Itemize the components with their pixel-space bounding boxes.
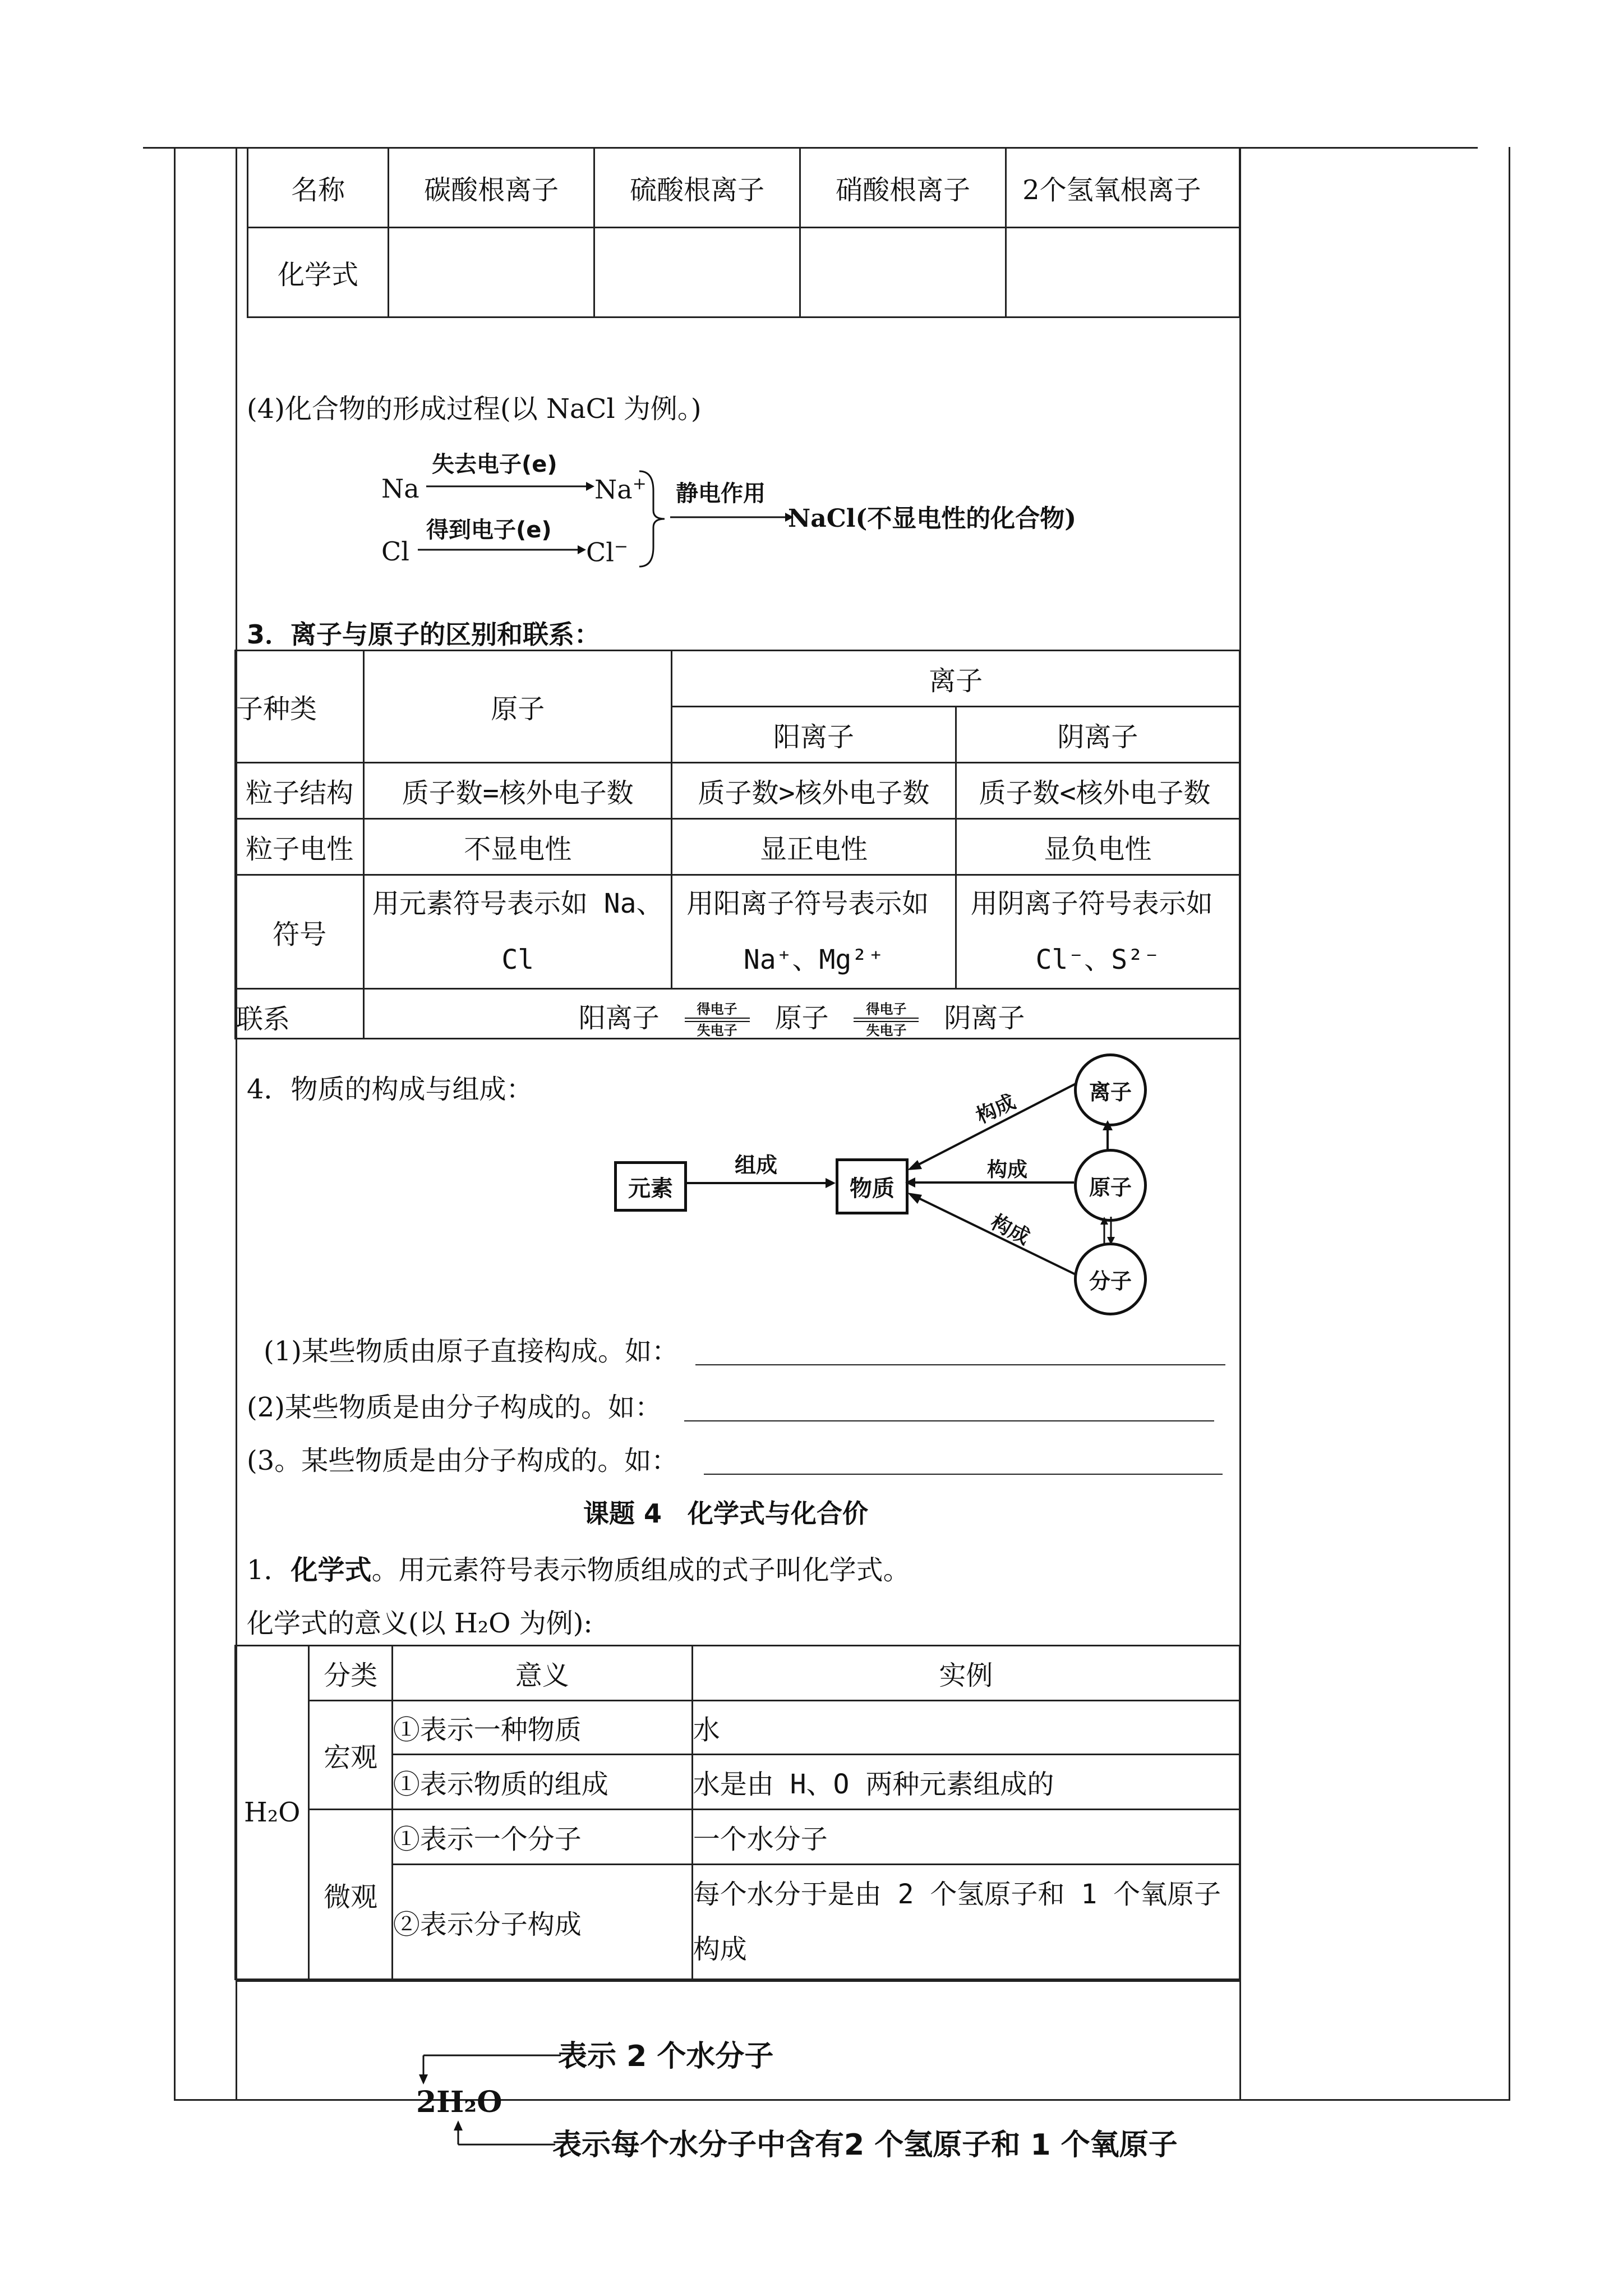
brace [637, 468, 670, 569]
molecule-circle: 分子 [1074, 1243, 1147, 1315]
header-category: 分类 [309, 1646, 392, 1701]
cell-atom-charge: 不显电性 [364, 819, 672, 875]
ion-circle: 离子 [1074, 1053, 1147, 1126]
meaning-cell: ①表示一个分子 [392, 1810, 692, 1865]
cell-cation-charge: 显正电性 [672, 819, 956, 875]
table1-cell[interactable] [389, 228, 594, 318]
meaning-cell: ①表示一种物质 [392, 1701, 692, 1755]
table1-header-sulfate: 硫酸根离子 [594, 148, 800, 228]
annotation-top-label: 表示 2 个水分子 [558, 2040, 774, 2073]
link-arrow-1: 得电子 失电子 [697, 1001, 737, 1038]
element-box: 元素 [614, 1161, 687, 1212]
electrostatic-arrow [670, 510, 794, 527]
substance-box: 物质 [836, 1158, 909, 1214]
link-arrow-2: 得电子 失电子 [866, 1001, 907, 1038]
construct-label-bottom: 构成 [986, 1210, 1034, 1250]
example-cell: 水 [692, 1701, 1239, 1755]
annotation-bottom-label: 表示每个水分子中含有2 个氢原子和 1 个氧原子 [552, 2128, 1178, 2162]
example-cell: 每个水分于是由 2 个氢原子和 1 个氧原子 构成 [692, 1865, 1239, 1980]
construct-label-mid: 构成 [987, 1158, 1028, 1181]
annotation-arrow-bottom [446, 2119, 558, 2159]
cell-atom-structure: 质子数=核外电子数 [364, 763, 672, 819]
frame-right [1509, 147, 1510, 2099]
frame-bottom [174, 2099, 1510, 2101]
compose-label: 组成 [735, 1153, 778, 1177]
micro-label: 微观 [309, 1810, 392, 1980]
header-ion: 离子 [672, 651, 1240, 707]
annotation-arrow-top [418, 2047, 564, 2087]
annotation-formula: 2H₂O [416, 2085, 502, 2119]
answer-line-1[interactable] [695, 1364, 1225, 1365]
question-1: (1)某些物质由原子直接构成。如： [264, 1336, 679, 1367]
cell-anion-symbol: 用阴离子符号表示如 Cl⁻、S²⁻ [956, 875, 1239, 989]
meaning-cell: ①表示物质的组成 [392, 1755, 692, 1810]
lose-arrow [426, 480, 594, 496]
table1-cell[interactable] [1006, 228, 1240, 318]
nacl-product: NaCl(不显电性的化合物) [788, 504, 1077, 533]
table1-header-name: 名称 [248, 148, 389, 228]
section-4-title: (4)化合物的形成过程(以 NaCl 为例。) [247, 393, 702, 425]
question-3: (3。某些物质是由分子构成的。如： [247, 1445, 679, 1476]
cell-atom-symbol: 用元素符号表示如 Na、 Cl [364, 875, 672, 989]
header-meaning: 意义 [392, 1646, 692, 1701]
header-anion: 阴离子 [956, 707, 1239, 763]
lesson-title: 课题 4 化学式与化合价 [583, 1498, 869, 1529]
table1-header-carbonate: 碳酸根离子 [389, 148, 594, 228]
cell-cation-structure: 质子数>核外电子数 [672, 763, 956, 819]
cell-anion-charge: 显负电性 [956, 819, 1239, 875]
answer-line-2[interactable] [684, 1420, 1214, 1421]
gain-electron-label: 得到电子(e) [426, 517, 552, 543]
cell-link [364, 989, 1240, 1040]
meaning-cell: ②表示分子构成 [392, 1865, 692, 1980]
ion-atom-table [234, 650, 1241, 1039]
table1-header-nitrate: 硝酸根离子 [800, 148, 1006, 228]
header-atom: 原子 [364, 651, 672, 763]
link-anion: 阴离子 [944, 1002, 1025, 1034]
link-cation: 阳离子 [578, 1002, 660, 1034]
compose-arrow [684, 1176, 836, 1193]
meaning-title: 化学式的意义(以 H₂O 为例): [247, 1608, 593, 1639]
construct-label-top: 构成 [972, 1090, 1020, 1129]
table1-row-label: 化学式 [248, 228, 389, 318]
row-label-link: 联系 [236, 989, 364, 1040]
formula-meaning-table [234, 1645, 1241, 1981]
na-symbol: Na [381, 473, 419, 504]
lose-electron-label: 失去电子(e) [432, 452, 557, 477]
row-label-charge: 粒子电性 [236, 819, 364, 875]
ion-name-table [247, 147, 1241, 321]
link-atom: 原子 [774, 1002, 829, 1034]
formula-cell: H₂O [236, 1646, 309, 1980]
macro-label: 宏观 [309, 1701, 392, 1810]
table1-cell[interactable] [594, 228, 800, 318]
cl-ion: Cl− [586, 537, 628, 568]
section-3-title: 3．离子与原子的区别和联系： [247, 619, 601, 650]
electrostatic-label: 静电作用 [676, 481, 766, 507]
cell-anion-structure: 质子数<核外电子数 [956, 763, 1239, 819]
row-label-structure: 粒子结构 [236, 763, 364, 819]
section-4-heading: 4．物质的构成与组成： [247, 1074, 533, 1105]
example-cell: 一个水分子 [692, 1810, 1239, 1865]
cl-symbol: Cl [381, 536, 409, 567]
atom-circle: 原子 [1074, 1149, 1147, 1222]
atom-molecule-arrows [1094, 1119, 1122, 1248]
gain-arrow [418, 543, 586, 560]
example-cell: 水是由 H、O 两种元素组成的 [692, 1755, 1239, 1810]
row-label-symbol: 符号 [236, 875, 364, 989]
na-ion: Na+ [594, 474, 647, 505]
header-example: 实例 [692, 1646, 1239, 1701]
frame-left [174, 147, 176, 2099]
answer-line-3[interactable] [704, 1474, 1223, 1475]
header-particle-type: 子种类 [236, 651, 364, 763]
header-cation: 阳离子 [672, 707, 956, 763]
question-2: (2)某些物质是由分子构成的。如： [247, 1392, 662, 1423]
table1-header-hydroxide: 2个氢氧根离子 [1006, 148, 1240, 228]
table1-cell[interactable] [800, 228, 1006, 318]
cell-cation-symbol: 用阳离子符号表示如 Na⁺、Mg²⁺ [672, 875, 956, 989]
chemical-formula-definition: 1．化学式。用元素符号表示物质组成的式子叫化学式。 [247, 1554, 910, 1586]
